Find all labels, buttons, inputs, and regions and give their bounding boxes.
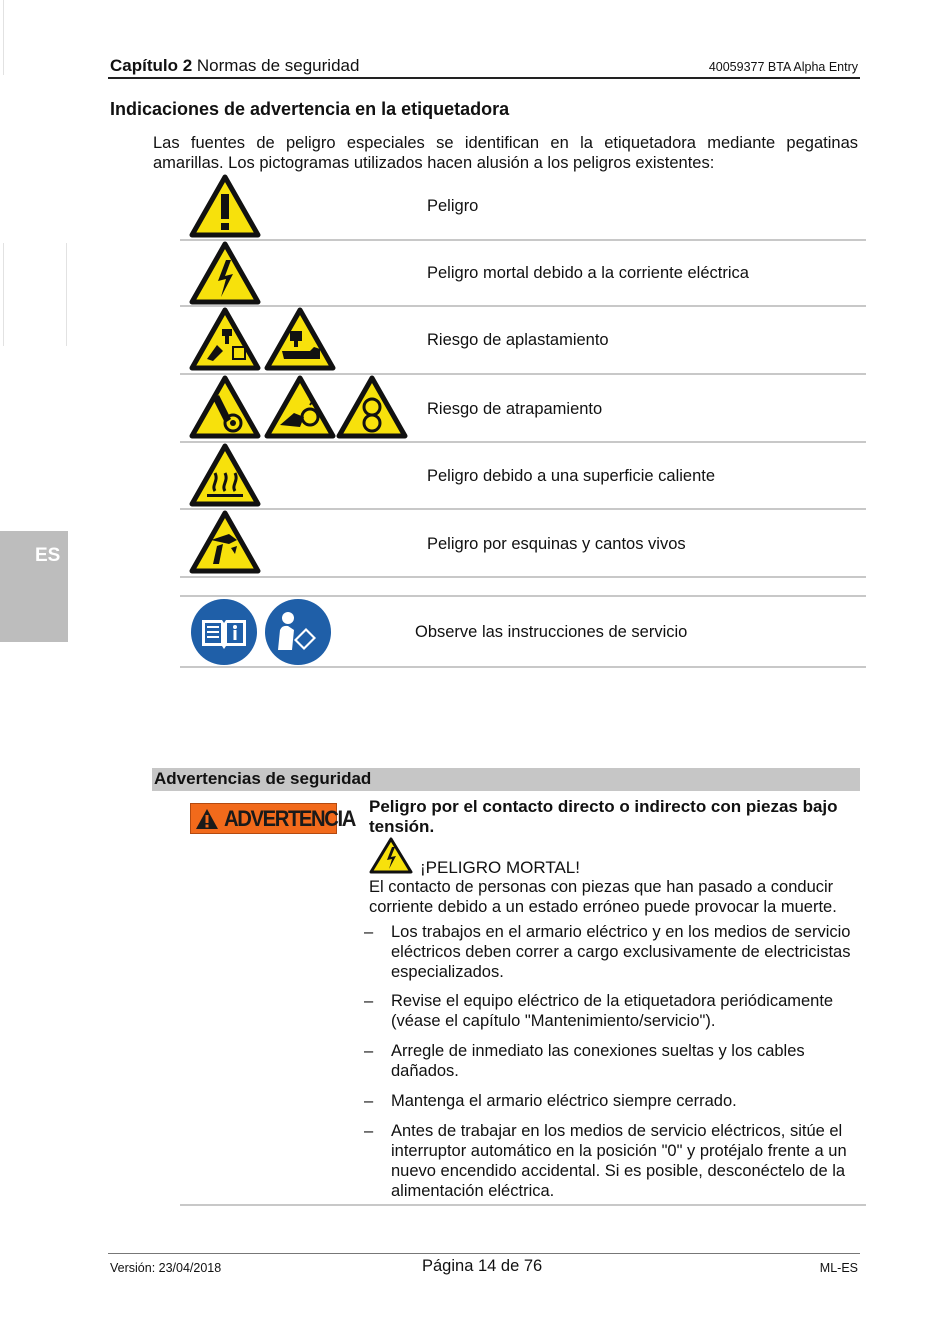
- margin-line: [3, 243, 4, 346]
- list-item-text: Los trabajos en el armario eléctrico y en los medios de servicio eléctricos deben correr a cargo exclusivamente de electricistas especializados.: [391, 923, 851, 981]
- table-rule: [180, 441, 866, 443]
- warning-badge: [190, 803, 356, 834]
- table-rule: [180, 239, 866, 241]
- sharp-edge-icon: [189, 510, 261, 574]
- list-item-text: Revise el equipo eléctrico de la etiquetadora periódicamente (véase el capítulo "Mantenimiento/servicio").: [391, 992, 834, 1030]
- pictogram-label: Peligro por esquinas y cantos vivos: [427, 535, 686, 553]
- warning-heading: Peligro por el contacto directo o indirecto con piezas bajo tensión.: [369, 797, 838, 836]
- bullet-dash: –: [364, 1092, 374, 1110]
- warning-badge-label: ADVERTENCIA: [224, 806, 356, 831]
- table-rule: [180, 666, 866, 668]
- footer-page-number: Página 14 de 76: [422, 1257, 543, 1275]
- bullet-dash: –: [364, 992, 374, 1010]
- general-danger-icon: [189, 174, 261, 238]
- margin-line: [3, 0, 4, 75]
- electric-shock-icon: [189, 241, 261, 305]
- language-tab-label: ES: [35, 545, 61, 566]
- electric-hazard-icon: [369, 837, 413, 879]
- crush-press-icon: [189, 307, 261, 371]
- entanglement-rollers-icon: [336, 375, 408, 439]
- intro-paragraph: Las fuentes de peligro especiales se identifican en la etiquetadora mediante pegatinas amarillas. Los pictogramas utilizados hacen alusión a los peligros existentes:: [153, 134, 858, 172]
- footer-rule: [108, 1253, 860, 1254]
- pictogram-label: Riesgo de atrapamiento: [427, 400, 603, 418]
- manual-book-icon: [190, 598, 258, 666]
- warning-triangle-icon: [195, 808, 219, 830]
- list-item-text: Mantenga el armario eléctrico siempre cerrado.: [391, 1092, 737, 1110]
- footer-version: Versión: 23/04/2018: [110, 1261, 222, 1275]
- table-rule: [180, 508, 866, 510]
- read-manual-person-icon: [264, 598, 332, 666]
- section-title: Indicaciones de advertencia en la etiquetadora: [110, 99, 510, 119]
- list-item-text: Arregle de inmediato las conexiones sueltas y los cables dañados.: [391, 1042, 805, 1080]
- entanglement-arm-icon: [189, 375, 261, 439]
- bullet-dash: –: [364, 923, 374, 941]
- safety-warnings-title: Advertencias de seguridad: [154, 769, 372, 788]
- chapter-header: [110, 56, 359, 76]
- safety-warnings-bar: [152, 768, 860, 791]
- contact-warning-text: El contacto de personas con piezas que han pasado a conducir corriente debido a un estado erróneo puede provocar la muerte.: [369, 878, 837, 916]
- chapter-number: Capítulo 2: [110, 56, 193, 75]
- hot-surface-icon: [189, 443, 261, 507]
- pictogram-label: Peligro: [427, 197, 479, 215]
- footer-code: ML-ES: [819, 1261, 858, 1275]
- document-id: 40059377 BTA Alpha Entry: [708, 60, 858, 74]
- entanglement-hand-icon: [264, 375, 336, 439]
- bullet-dash: –: [364, 1042, 374, 1060]
- bullet-dash: –: [364, 1122, 374, 1140]
- crush-hand-icon: [264, 307, 336, 371]
- language-tab: [0, 531, 68, 642]
- list-item-text: Antes de trabajar en los medios de servicio eléctricos, sitúe el interruptor automático en la posición "0" y protéjalo frente a un nuevo encendido accidental. Si es posible, desconéctelo de la alimentación eléctrica.: [391, 1122, 847, 1200]
- pictogram-label: Riesgo de aplastamiento: [427, 331, 609, 349]
- pictogram-label: Peligro mortal debido a la corriente eléctrica: [427, 264, 749, 282]
- table-rule: [180, 595, 866, 597]
- header-rule: [108, 77, 860, 79]
- margin-line: [66, 243, 67, 346]
- pictogram-label: Peligro debido a una superficie caliente: [427, 467, 716, 485]
- mortal-danger-text: ¡PELIGRO MORTAL!: [420, 858, 580, 877]
- table-rule: [180, 1204, 866, 1206]
- table-rule: [180, 576, 866, 578]
- pictogram-label: Observe las instrucciones de servicio: [415, 623, 688, 641]
- chapter-title: Normas de seguridad: [196, 56, 360, 75]
